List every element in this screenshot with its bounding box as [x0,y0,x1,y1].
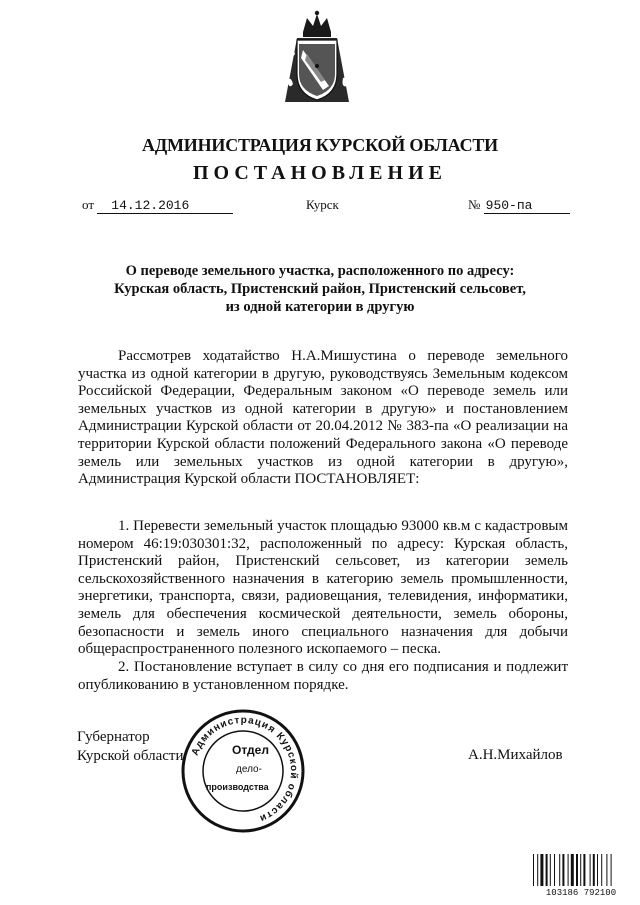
resolution-item-1: 1. Перевести земельный участок площадью 93000 кв.м с кадастровым номером 46:19:030301:32, расположенный по адресу: Курская область, Пристенский район, Пристенский сельсовет, из категории земель сельскохозяйственного назначения в категорию земель промышленности, энергетики, транспорта, связи, радиовещания, телевидения, информатики, земель для обеспечения космической деятельности, земель обороны, безопасности и земель иного специального назначения для добычи общераспространенного полезного ископаемого – песка. [78,518,568,658]
position-line-2: Курской области [77,748,184,764]
official-stamp [180,708,306,834]
number-prefix: № [468,197,481,212]
stamp-ring-text: Администрация Курской области [189,714,300,824]
stamp-line-2: дело- [236,764,262,775]
number-value: 950-па [484,199,570,214]
document-type-heading: ПОСТАНОВЛЕНИЕ [193,162,447,184]
organization-heading: АДМИНИСТРАЦИЯ КУРСКОЙ ОБЛАСТИ [142,135,498,155]
stamp-line-1: Отдел [232,743,269,757]
resolution-item-2: 2. Постановление вступает в силу со дня его подписания и подлежит опубликованию в установленном порядке. [78,659,568,693]
document-title [60,262,580,316]
date-prefix: от [82,197,95,212]
stamp-line-3: производства [206,782,269,792]
barcode [531,853,631,897]
city-label: Курск [306,197,339,212]
title-line-3: из одной категории в другую [225,299,415,315]
title-line-2: Курская область, Пристенский район, Пристенский сельсовет, [114,281,526,297]
preamble-paragraph: Рассмотрев ходатайство Н.А.Мишустина о переводе земельного участка из одной категории в другую, руководствуясь Земельным кодексом Российской Федерации, Федеральным законом «О переводе земель или земельных участков из одной категории в другую» и постановлением Администрации Курской области от 20.04.2012 № 383-па «О реализации на территории Курской области положений Федерального закона «О переводе земель или земельных участков из одной категории в другую», Администрация Курской области ПОСТАНОВЛЯЕТ: [78,348,568,488]
title-line-1: О переводе земельного участка, расположенного по адресу: [125,263,515,279]
barcode-number: 103186 792100 [545,888,617,897]
position-line-1: Губернатор [77,729,150,745]
date-field [82,197,233,214]
signatory-name: А.Н.Михайлов [468,747,563,763]
barcode-bars [533,854,612,886]
coat-of-arms-emblem [283,10,351,106]
number-field [468,197,570,214]
signatory-position [77,728,183,766]
date-value: 14.12.2016 [97,199,233,214]
